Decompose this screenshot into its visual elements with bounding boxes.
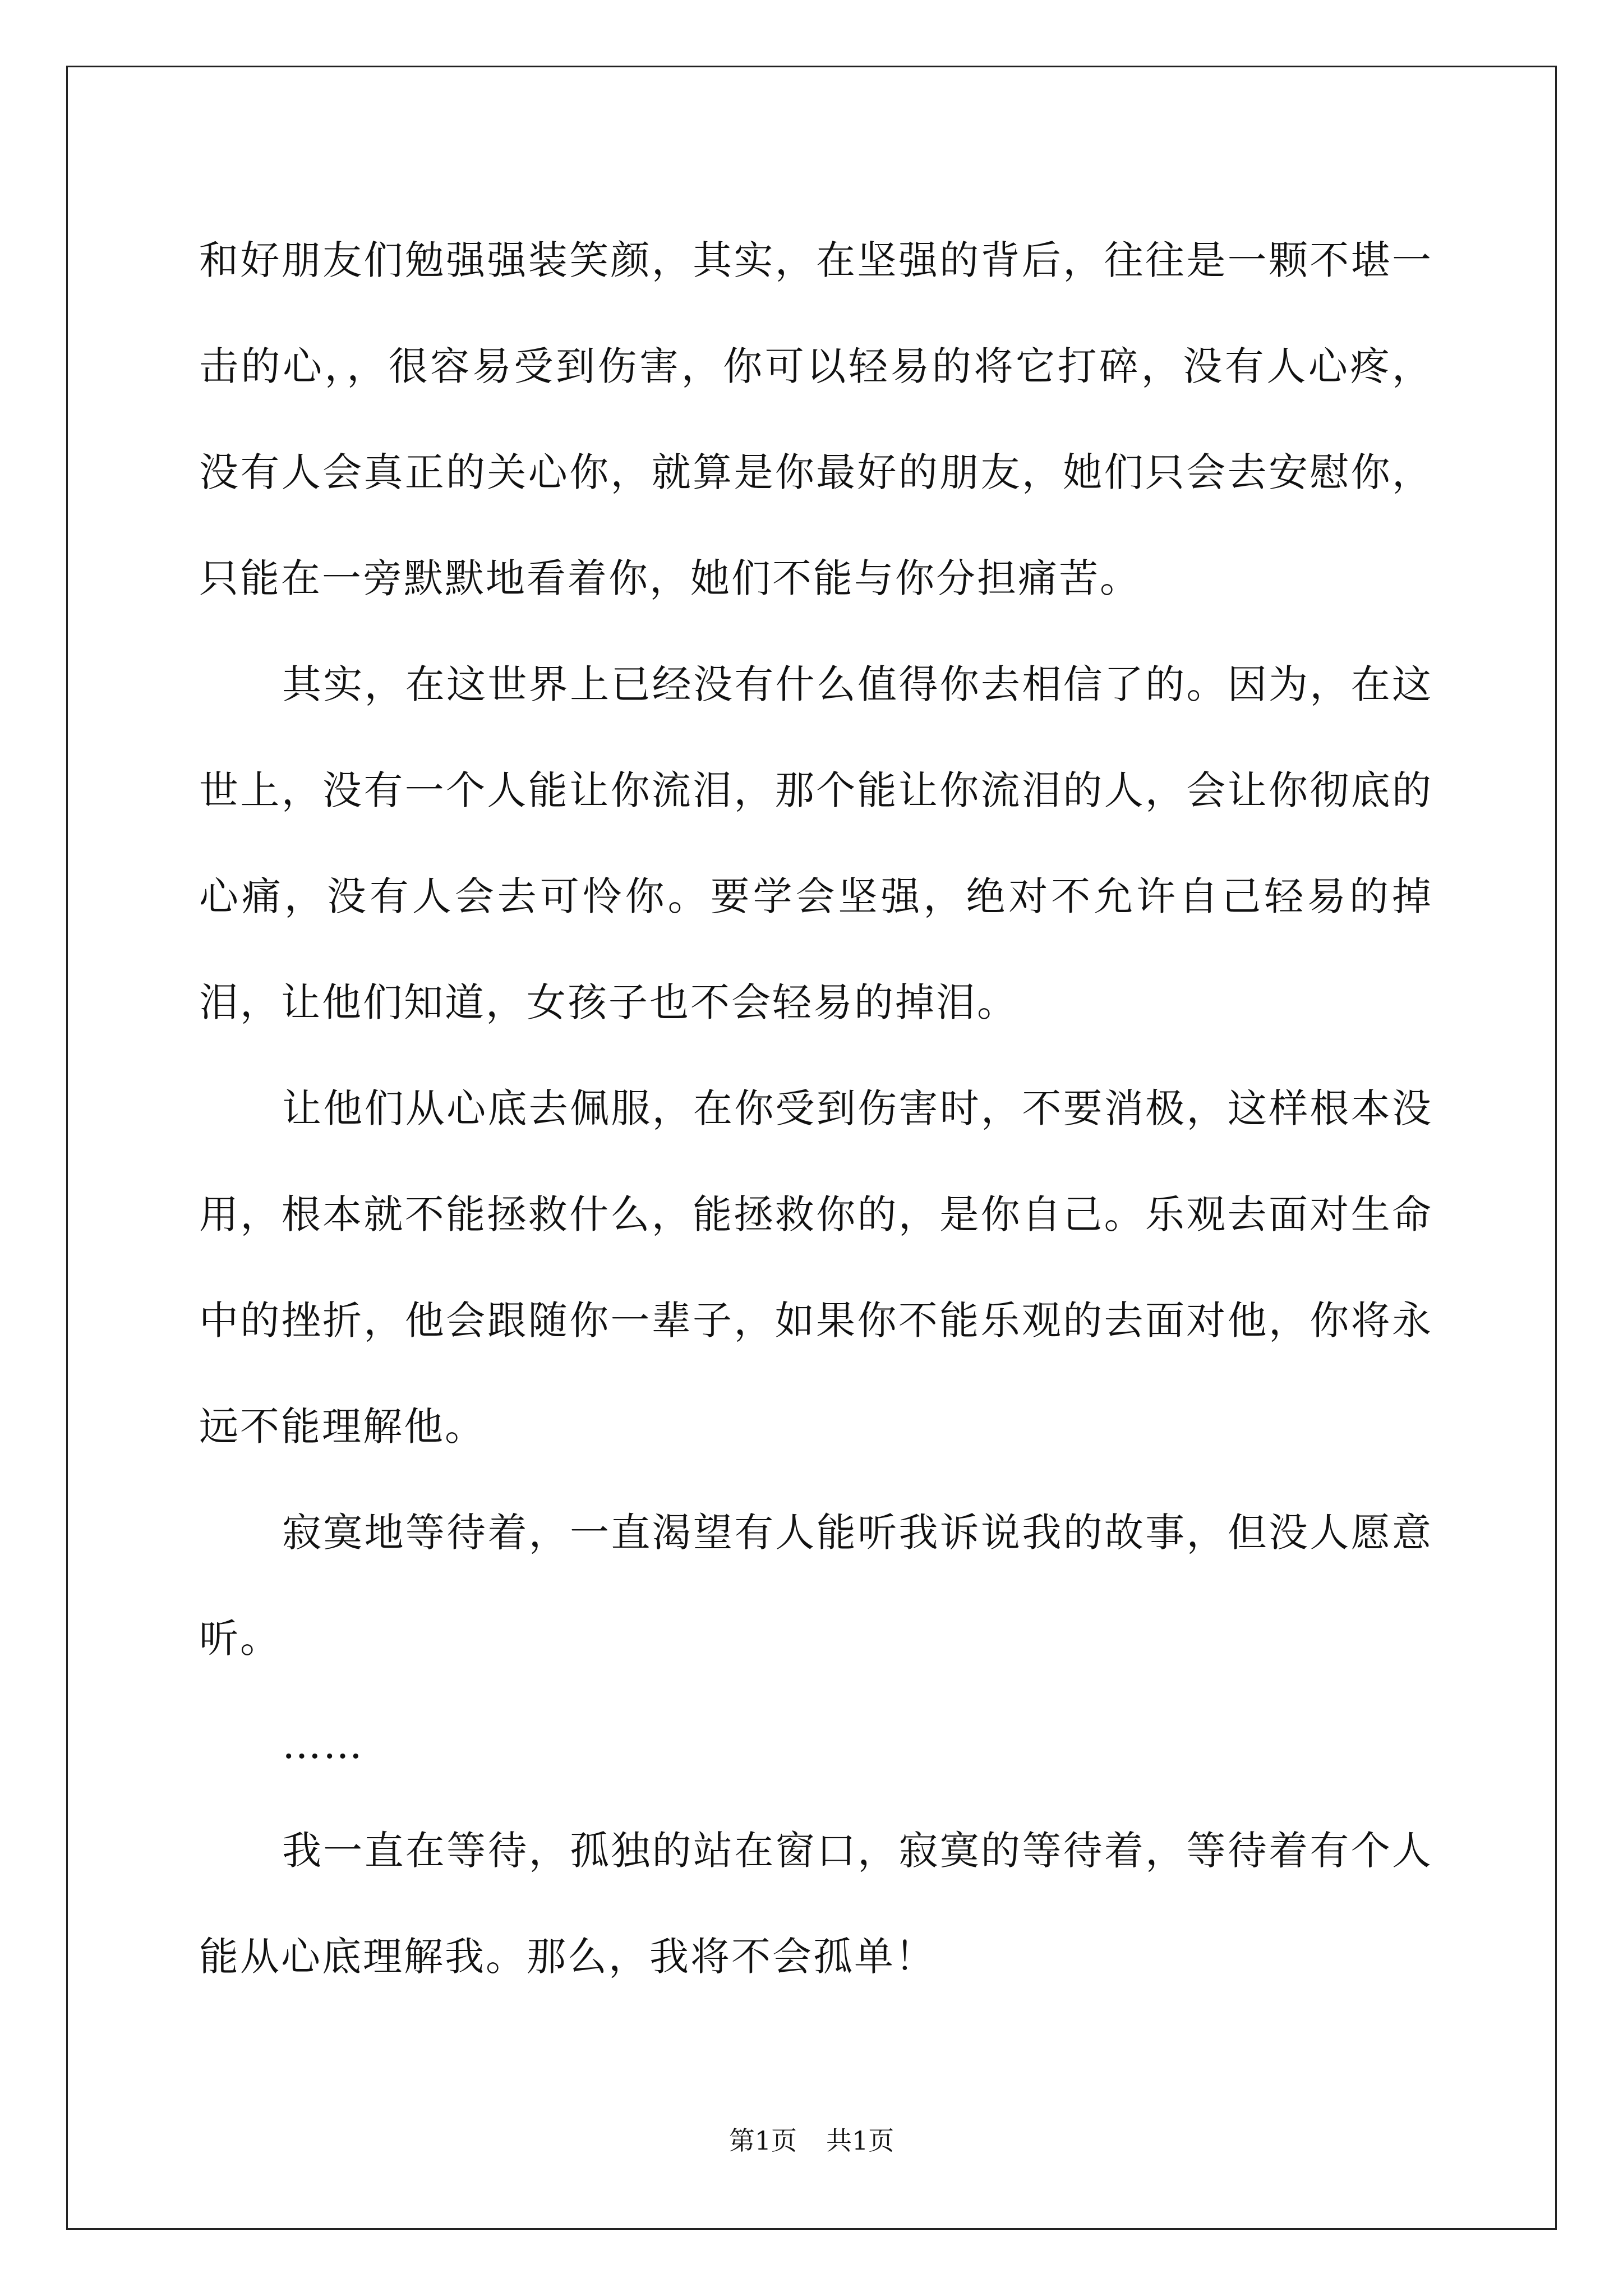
- paragraph-1: 和好朋友们勉强强装笑颜，其实，在坚强的背后，往往是一颗不堪一击的心，，很容易受到伤害，你可以轻易的将它打碎，没有人心疼，没有人会真正的关心你，就算是你最好的朋友，她们只会去安慰你，只能在一旁默默地看着你，她们不能与你分担痛苦。: [199, 237, 1433, 601]
- paragraph-6: 我一直在等待，孤独的站在窗口，寂寞的等待着，等待着有个人能从心底理解我。那么，我将不会孤单！: [199, 1828, 1433, 1980]
- paragraph-2: 其实，在这世界上已经没有什么值得你去相信了的。因为，在这世上，没有一个人能让你流泪，那个能让你流泪的人，会让你彻底的心痛，没有人会去可怜你。要学会坚强，绝对不允许自己轻易的掉泪，让他们知道，女孩子也不会轻易的掉泪。: [199, 661, 1433, 1025]
- page-footer: [0, 2120, 1623, 2157]
- paragraph-4: 寂寞地等待着，一直渴望有人能听我诉说我的故事，但没人愿意听。: [199, 1510, 1433, 1662]
- page-number: 第1页: [728, 2125, 797, 2156]
- document-body: [199, 208, 1433, 2010]
- paragraph-3: 让他们从心底去佩服，在你受到伤害时，不要消极，这样根本没用，根本就不能拯救什么，能拯救你的，是你自己。乐观去面对生命中的挫折，他会跟随你一辈子，如果你不能乐观的去面对他，你将永远不能理解他。: [199, 1085, 1433, 1450]
- paragraph-ellipsis: ……: [282, 1722, 364, 1768]
- page-total: 共1页: [826, 2125, 895, 2156]
